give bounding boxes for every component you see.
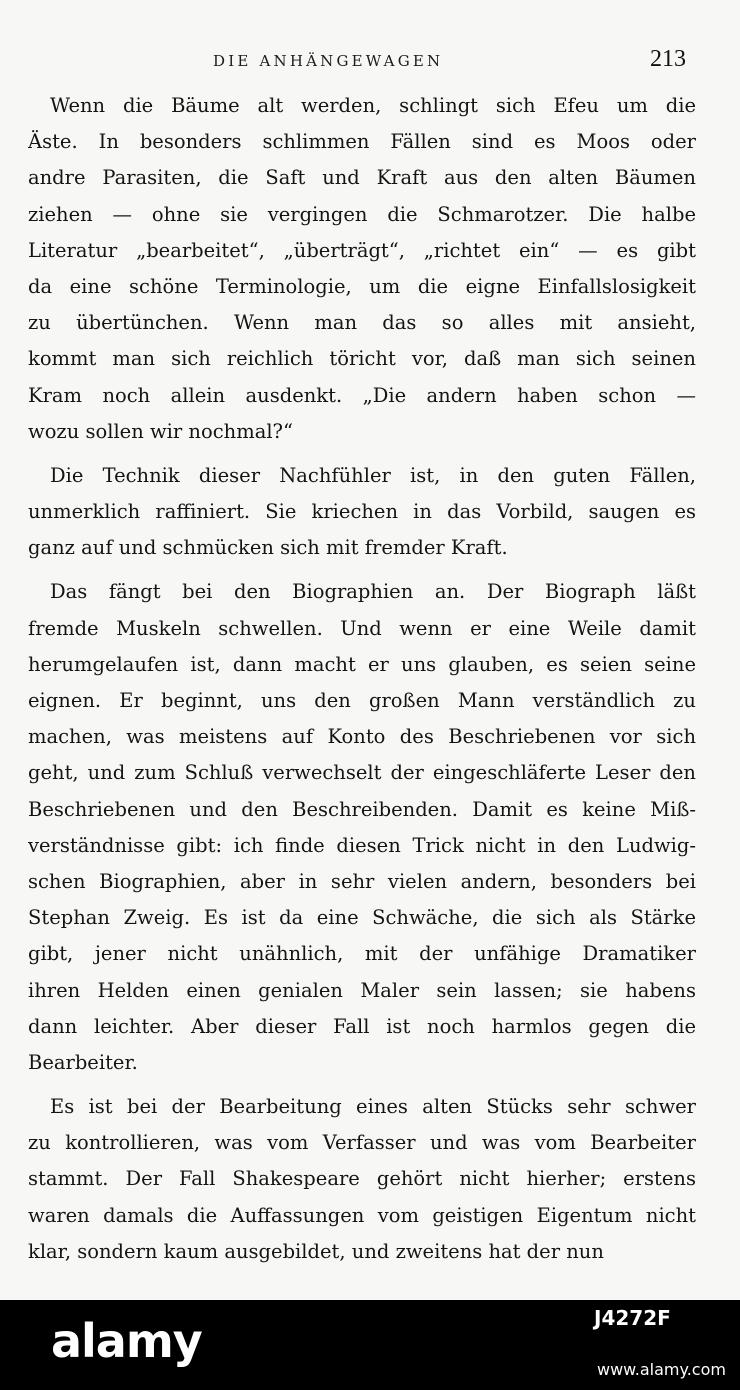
text-line: Wenn die Bäume alt werden, schlingt sich Efeu um die [50,94,696,117]
running-title: DIE ANHÄNGEWAGEN [213,52,444,70]
text-line: andre Parasiten, die Saft und Kraft aus den alten Bäumen [28,166,696,190]
text-line: stammt. Der Fall Shakespeare gehört nicht hierher; erstens [28,1167,696,1191]
alamy-logo: alamy [51,1314,202,1368]
text-line: schen Biographien, aber in sehr vielen andern, besonders bei [28,869,696,893]
text-line: Kram noch allein ausdenkt. „Die andern haben schon — [28,383,696,407]
text-line: Das fängt bei den Biographien an. Der Biograph läßt [50,580,696,604]
text-line: ziehen — ohne sie vergingen die Schmarotzer. Die halbe [28,202,696,226]
paragraph [28,574,696,1081]
text-line: unmerklich raffiniert. Sie kriechen in das Vorbild, saugen es [28,500,696,524]
text-line: Bearbeiter. [28,1050,138,1074]
watermark-footer [0,1300,740,1390]
text-line: machen, was meistens auf Konto des Beschriebenen vor sich [28,725,696,749]
text-line: geht, und zum Schluß verwechselt der eingeschläferte Leser den [28,761,696,785]
text-line: klar, sondern kaum ausgebildet, und zweitens hat der nun [28,1239,604,1263]
text-line: herumgelaufen ist, dann macht er uns glauben, es seien seine [28,652,696,676]
text-line: Beschriebenen und den Beschreibenden. Damit es keine Miß- [28,797,696,821]
text-line: ganz auf und schmücken sich mit fremder Kraft. [28,536,508,560]
text-line: verständnisse gibt: ich finde diesen Trick nicht in den Ludwig- [28,833,696,857]
text-line: kommt man sich reichlich töricht vor, daß man sich seinen [28,347,696,371]
text-line: Die Technik dieser Nachfühler ist, in den guten Fällen, [50,463,696,487]
text-line: Es ist bei der Bearbeitung eines alten Stücks sehr schwer [50,1095,696,1119]
paragraph [28,1089,696,1270]
body-text [28,88,696,1270]
paragraph [28,88,696,450]
text-line: waren damals die Auffassungen vom geistigen Eigentum nicht [28,1203,696,1227]
text-line: gibt, jener nicht unähnlich, mit der unfähige Dramatiker [28,942,696,966]
paragraph [28,458,696,567]
text-line: wozu sollen wir nochmal?“ [28,419,293,443]
text-line: da eine schöne Terminologie, um die eigne Einfallslosigkeit [28,274,696,298]
text-line: Äste. In besonders schlimmen Fällen sind es Moos oder [28,130,696,154]
image-id: J4272F [594,1306,671,1330]
text-line: fremde Muskeln schwellen. Und wenn er eine Weile damit [28,616,696,640]
text-line: eignen. Er beginnt, uns den großen Mann verständlich zu [28,689,696,712]
source-url: www.alamy.com [597,1360,726,1379]
text-line: zu kontrollieren, was vom Verfasser und was vom Bearbeiter [28,1131,696,1155]
text-line: Stephan Zweig. Es ist da eine Schwäche, die sich als Stärke [28,906,696,930]
page-header [0,48,740,78]
text-line: zu übertünchen. Wenn man das so alles mit ansieht, [28,311,696,335]
text-line: Literatur „bearbeitet“, „überträgt“, „richtet ein“ — es gibt [28,238,696,262]
page-number: 213 [650,46,686,72]
text-line: dann leichter. Aber dieser Fall ist noch harmlos gegen die [28,1014,696,1038]
text-line: ihren Helden einen genialen Maler sein lassen; sie habens [28,978,696,1002]
